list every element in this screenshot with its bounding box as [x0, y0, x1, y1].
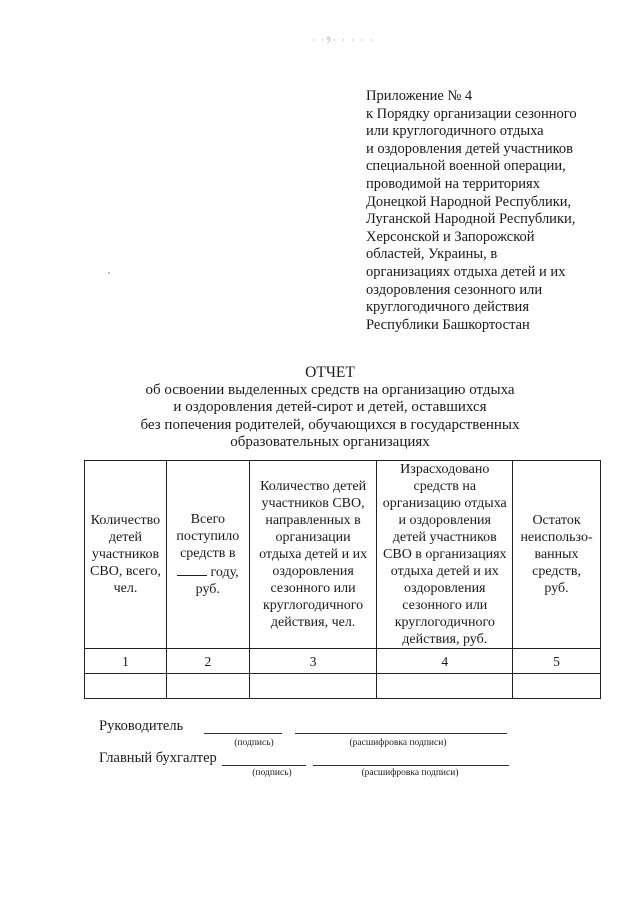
header-text: отдыха детей и их — [259, 547, 368, 562]
table-cell — [377, 674, 513, 699]
report-table — [84, 460, 601, 699]
header-children-count — [85, 461, 167, 649]
header-text: действия, руб. — [402, 632, 488, 647]
header-text: средств в — [180, 546, 236, 561]
table-cell — [85, 674, 167, 699]
header-text: Остаток — [532, 513, 581, 528]
table-cell — [513, 674, 601, 699]
header-text: средств на — [413, 479, 477, 494]
appendix-line: оздоровления сезонного или — [366, 281, 543, 298]
report-subtitle-line: и оздоровления детей-сирот и детей, оставшихся — [173, 399, 487, 415]
header-text: сезонного или — [270, 581, 356, 596]
appendix-line: Республики Башкортостан — [366, 316, 530, 333]
appendix-line: или круглогодичного отдыха — [366, 123, 544, 140]
header-text: участников — [91, 547, 160, 562]
header-balance — [513, 461, 601, 649]
appendix-line: к Порядку организации сезонного — [366, 105, 577, 122]
header-text: средств, — [532, 564, 581, 579]
report-subtitle-line: образовательных организациях — [230, 434, 430, 450]
year-blank — [177, 562, 207, 576]
column-number: 4 — [377, 649, 513, 674]
header-text: круглогодичного — [394, 615, 495, 630]
table-cell — [166, 674, 249, 699]
appendix-line: областей, Украины, в — [366, 246, 498, 263]
accountant-signature-line — [222, 764, 306, 766]
report-title-block — [90, 364, 570, 452]
header-text: детей — [108, 530, 143, 545]
appendix-line: круглогодичного действия — [366, 299, 529, 316]
header-text: руб. — [544, 581, 569, 596]
header-text: ванных — [534, 547, 579, 562]
table-header-row — [85, 461, 601, 649]
table-empty-row — [85, 674, 601, 699]
accountant-label: Главный бухгалтер — [99, 750, 217, 766]
column-number: 3 — [249, 649, 377, 674]
head-signature-line — [204, 732, 282, 734]
header-text: организацию отдыха — [382, 496, 507, 511]
header-text: направленных в — [265, 513, 361, 528]
header-text: и оздоровления — [398, 513, 491, 528]
table-number-row — [85, 649, 601, 674]
accountant-decoding-line — [313, 764, 509, 766]
head-decoding-caption: (расшифровка подписи) — [349, 738, 447, 748]
header-text-year — [169, 562, 247, 581]
header-text: детей участников — [392, 530, 497, 545]
header-text: участников СВО, — [261, 496, 365, 511]
column-number: 1 — [85, 649, 167, 674]
appendix-line: Приложение № 4 — [366, 88, 473, 104]
accountant-signature-caption: (подпись) — [252, 768, 292, 778]
scan-mark: · ·ﾗ· · · · · — [312, 35, 375, 45]
report-subtitle-line: об освоении выделенных средств на организацию отдыха — [145, 381, 515, 398]
header-text: отдыха детей и их — [390, 564, 499, 579]
header-text: оздоровления — [404, 581, 486, 596]
appendix-line: Херсонской и Запорожской — [366, 228, 535, 245]
appendix-line: Донецкой Народной Республики, — [366, 193, 572, 210]
column-number: 2 — [166, 649, 249, 674]
appendix-line: специальной военной операции, — [366, 158, 566, 175]
header-text: Количество — [90, 513, 161, 528]
header-children-sent — [249, 461, 377, 649]
header-text: чел. — [113, 581, 138, 596]
header-text: СВО в организациях — [383, 547, 507, 562]
header-text: организации — [275, 530, 351, 545]
appendix-line: Луганской Народной Республики, — [366, 211, 576, 228]
header-text: действия, чел. — [270, 615, 356, 630]
header-text: СВО, всего, — [90, 564, 161, 579]
head-label: Руководитель — [99, 718, 184, 734]
appendix-block — [366, 88, 606, 334]
scan-dot — [108, 272, 110, 274]
appendix-line: организациях отдыха детей и их — [366, 263, 566, 280]
report-subtitle-line: без попечения родителей, обучающихся в государственных — [140, 416, 520, 433]
table-cell — [249, 674, 377, 699]
header-text: году, — [206, 565, 239, 580]
header-text: Израсходовано — [400, 462, 490, 477]
header-text: поступило — [176, 529, 240, 544]
header-funds-received — [166, 461, 249, 649]
header-text: Количество детей — [260, 479, 367, 494]
header-text: руб. — [195, 582, 220, 597]
appendix-line: и оздоровления детей участников — [366, 140, 574, 157]
header-text: сезонного или — [402, 598, 488, 613]
header-text: круглогодичного — [263, 598, 364, 613]
report-title: ОТЧЕТ — [305, 364, 355, 381]
accountant-decoding-caption: (расшифровка подписи) — [361, 768, 459, 778]
head-decoding-line — [295, 732, 507, 734]
header-funds-spent — [377, 461, 513, 649]
appendix-line: проводимой на территориях — [366, 175, 540, 192]
header-text: оздоровления — [272, 564, 354, 579]
column-number: 5 — [513, 649, 601, 674]
header-text: Всего — [190, 512, 225, 527]
head-signature-caption: (подпись) — [234, 738, 274, 748]
header-text: неиспользо- — [520, 530, 593, 545]
